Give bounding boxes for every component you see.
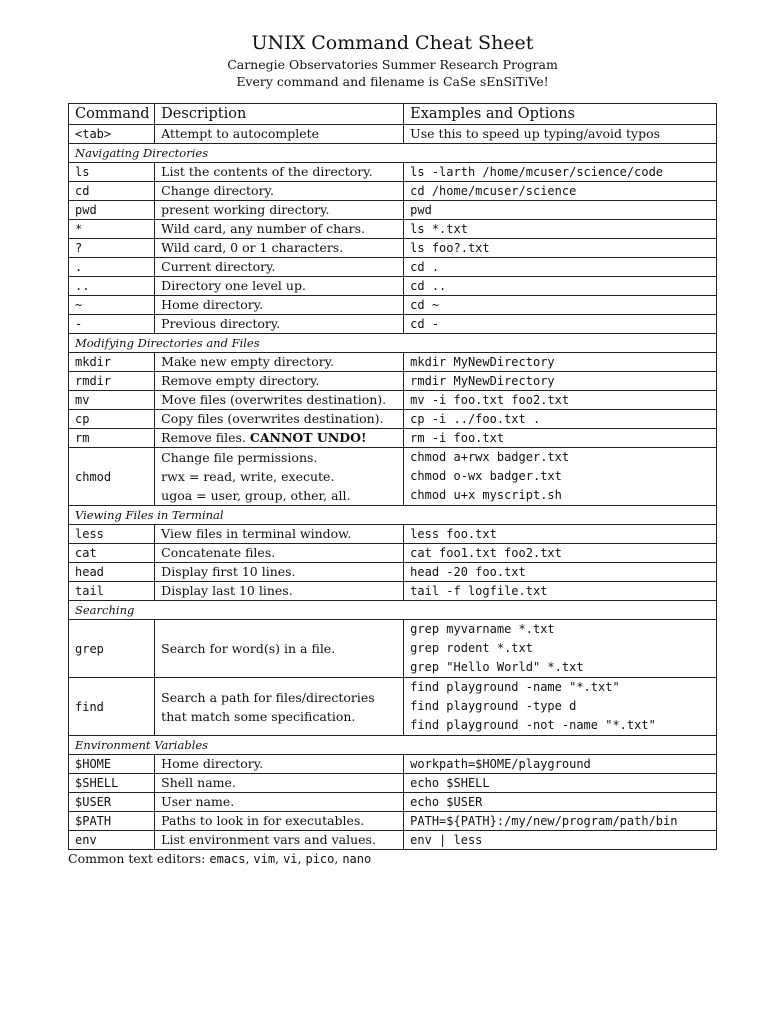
description-cell: Search for word(s) in a file. [155,620,404,678]
chmod-example-line: chmod u+x myscript.sh [410,488,562,502]
page-title: UNIX Command Cheat Sheet [251,32,534,54]
command-cell: ls [69,163,155,182]
separator: , [275,851,284,866]
command-cell: ? [69,239,155,258]
description-cell: Home directory. [155,755,404,774]
section-row [69,144,717,163]
description-cell: List the contents of the directory. [155,163,404,182]
column-header-examples: Examples and Options [404,104,717,125]
example-cell [404,620,717,678]
example-cell: Use this to speed up typing/avoid typos [404,125,717,144]
example-cell [404,678,717,736]
column-header-command: Command [69,104,155,125]
table-row [69,315,717,334]
table-row [69,239,717,258]
section-row [69,506,717,525]
chmod-example-line: chmod a+rwx badger.txt [410,450,570,464]
example-cell: pwd [404,201,717,220]
table-row [69,353,717,372]
description-cell: Wild card, 0 or 1 characters. [155,239,404,258]
section-row [69,736,717,755]
command-cell: cat [69,544,155,563]
separator: , [334,851,343,866]
text-editors-label: Common text editors: [68,851,210,866]
editor-name: pico [305,852,335,866]
command-cell: * [69,220,155,239]
command-cell: pwd [69,201,155,220]
description-cell: Remove empty directory. [155,372,404,391]
command-cell: tail [69,582,155,601]
separator: , [245,851,254,866]
description-cell: User name. [155,793,404,812]
description-cell: Current directory. [155,258,404,277]
table-row [69,258,717,277]
table-row [69,201,717,220]
table-row [69,220,717,239]
grep-example-line: grep myvarname *.txt [410,622,555,636]
command-cell: less [69,525,155,544]
example-cell: cp -i ../foo.txt . [404,410,717,429]
example-cell: PATH=${PATH}:/my/new/program/path/bin [404,812,717,831]
description-cell: Copy files (overwrites destination). [155,410,404,429]
description-cell: Change directory. [155,182,404,201]
grep-example-line: grep rodent *.txt [410,641,533,655]
command-cell: $SHELL [69,774,155,793]
chmod-description-line: rwx = read, write, execute. [161,469,335,484]
page-subtitle-program: Carnegie Observatories Summer Research Program [227,57,558,72]
example-cell: mv -i foo.txt foo2.txt [404,391,717,410]
section-row [69,334,717,353]
find-example-line: find playground -name "*.txt" [410,680,620,694]
find-example-line: find playground -type d [410,699,577,713]
table-row [69,620,717,678]
example-cell: rm -i foo.txt [404,429,717,448]
description-cell: Move files (overwrites destination). [155,391,404,410]
command-cell: grep [69,620,155,678]
command-cell: . [69,258,155,277]
command-cell: ~ [69,296,155,315]
editor-name: vi [283,852,298,866]
example-cell: ls *.txt [404,220,717,239]
find-example-line: find playground -not -name "*.txt" [410,718,656,732]
command-cell: cp [69,410,155,429]
rm-description-text: Remove files. [161,430,250,445]
chmod-example-line: chmod o-wx badger.txt [410,469,562,483]
example-cell: tail -f logfile.txt [404,582,717,601]
command-cell: head [69,563,155,582]
table-row [69,831,717,850]
table-header-row [69,104,717,125]
table-row [69,774,717,793]
example-cell: ls foo?.txt [404,239,717,258]
description-cell: Wild card, any number of chars. [155,220,404,239]
description-cell: Home directory. [155,296,404,315]
command-cell: - [69,315,155,334]
cheat-sheet-page [68,30,717,868]
table-row [69,563,717,582]
description-cell: present working directory. [155,201,404,220]
example-cell: echo $SHELL [404,774,717,793]
description-cell: Make new empty directory. [155,353,404,372]
table-row [69,582,717,601]
example-cell: cd - [404,315,717,334]
description-cell: Shell name. [155,774,404,793]
find-description-line: that match some specification. [161,708,356,724]
table-row [69,372,717,391]
table-row [69,391,717,410]
column-header-description: Description [155,104,404,125]
example-cell: mkdir MyNewDirectory [404,353,717,372]
table-row [69,678,717,736]
example-cell: cd /home/mcuser/science [404,182,717,201]
description-cell: Paths to look in for executables. [155,812,404,831]
example-cell: workpath=$HOME/playground [404,755,717,774]
description-cell: Attempt to autocomplete [155,125,404,144]
example-cell: cd .. [404,277,717,296]
table-row [69,296,717,315]
description-cell [155,448,404,506]
command-table-body [69,125,717,850]
example-cell: env | less [404,831,717,850]
table-row [69,525,717,544]
chmod-description-line: Change file permissions. [161,450,318,465]
description-cell: Display last 10 lines. [155,582,404,601]
section-heading-modifying: Modifying Directories and Files [69,334,717,353]
command-cell: $HOME [69,755,155,774]
description-cell: Directory one level up. [155,277,404,296]
command-cell: rmdir [69,372,155,391]
table-row [69,410,717,429]
find-description-line: Search a path for files/directories [161,689,375,705]
page-subtitle-case-note: Every command and filename is CaSe sEnSiTiVe! [236,74,549,89]
description-cell: List environment vars and values. [155,831,404,850]
example-cell: head -20 foo.txt [404,563,717,582]
separator: , [297,851,306,866]
editor-name: nano [342,852,372,866]
command-cell: .. [69,277,155,296]
example-cell: less foo.txt [404,525,717,544]
example-cell: cat foo1.txt foo2.txt [404,544,717,563]
description-cell: Concatenate files. [155,544,404,563]
description-cell: Display first 10 lines. [155,563,404,582]
description-cell [155,678,404,736]
command-cell: $USER [69,793,155,812]
text-editors-note [68,850,717,868]
editor-name: emacs [209,852,246,866]
section-row [69,601,717,620]
table-row [69,277,717,296]
description-cell [155,429,404,448]
table-row [69,429,717,448]
example-cell [404,448,717,506]
table-row [69,125,717,144]
rm-warning-text: CANNOT UNDO! [249,430,367,445]
example-cell: rmdir MyNewDirectory [404,372,717,391]
command-cell: cd [69,182,155,201]
example-cell: cd ~ [404,296,717,315]
command-cell: find [69,678,155,736]
table-row [69,182,717,201]
command-cell: mkdir [69,353,155,372]
example-cell: echo $USER [404,793,717,812]
command-table [68,103,717,850]
command-cell: <tab> [69,125,155,144]
table-row [69,755,717,774]
table-row [69,448,717,506]
example-cell: ls -larth /home/mcuser/science/code [404,163,717,182]
command-cell: $PATH [69,812,155,831]
section-heading-navigating: Navigating Directories [69,144,717,163]
table-row [69,163,717,182]
table-row [69,544,717,563]
table-row [69,793,717,812]
grep-example-line: grep "Hello World" *.txt [410,660,584,674]
table-row [69,812,717,831]
command-cell: mv [69,391,155,410]
section-heading-environment: Environment Variables [69,736,717,755]
description-cell: View files in terminal window. [155,525,404,544]
command-cell: chmod [69,448,155,506]
chmod-description-line: ugoa = user, group, other, all. [161,488,351,503]
editor-name: vim [253,852,276,866]
section-heading-viewing: Viewing Files in Terminal [69,506,717,525]
section-heading-searching: Searching [69,601,717,620]
example-cell: cd . [404,258,717,277]
command-cell: rm [69,429,155,448]
command-cell: env [69,831,155,850]
description-cell: Previous directory. [155,315,404,334]
